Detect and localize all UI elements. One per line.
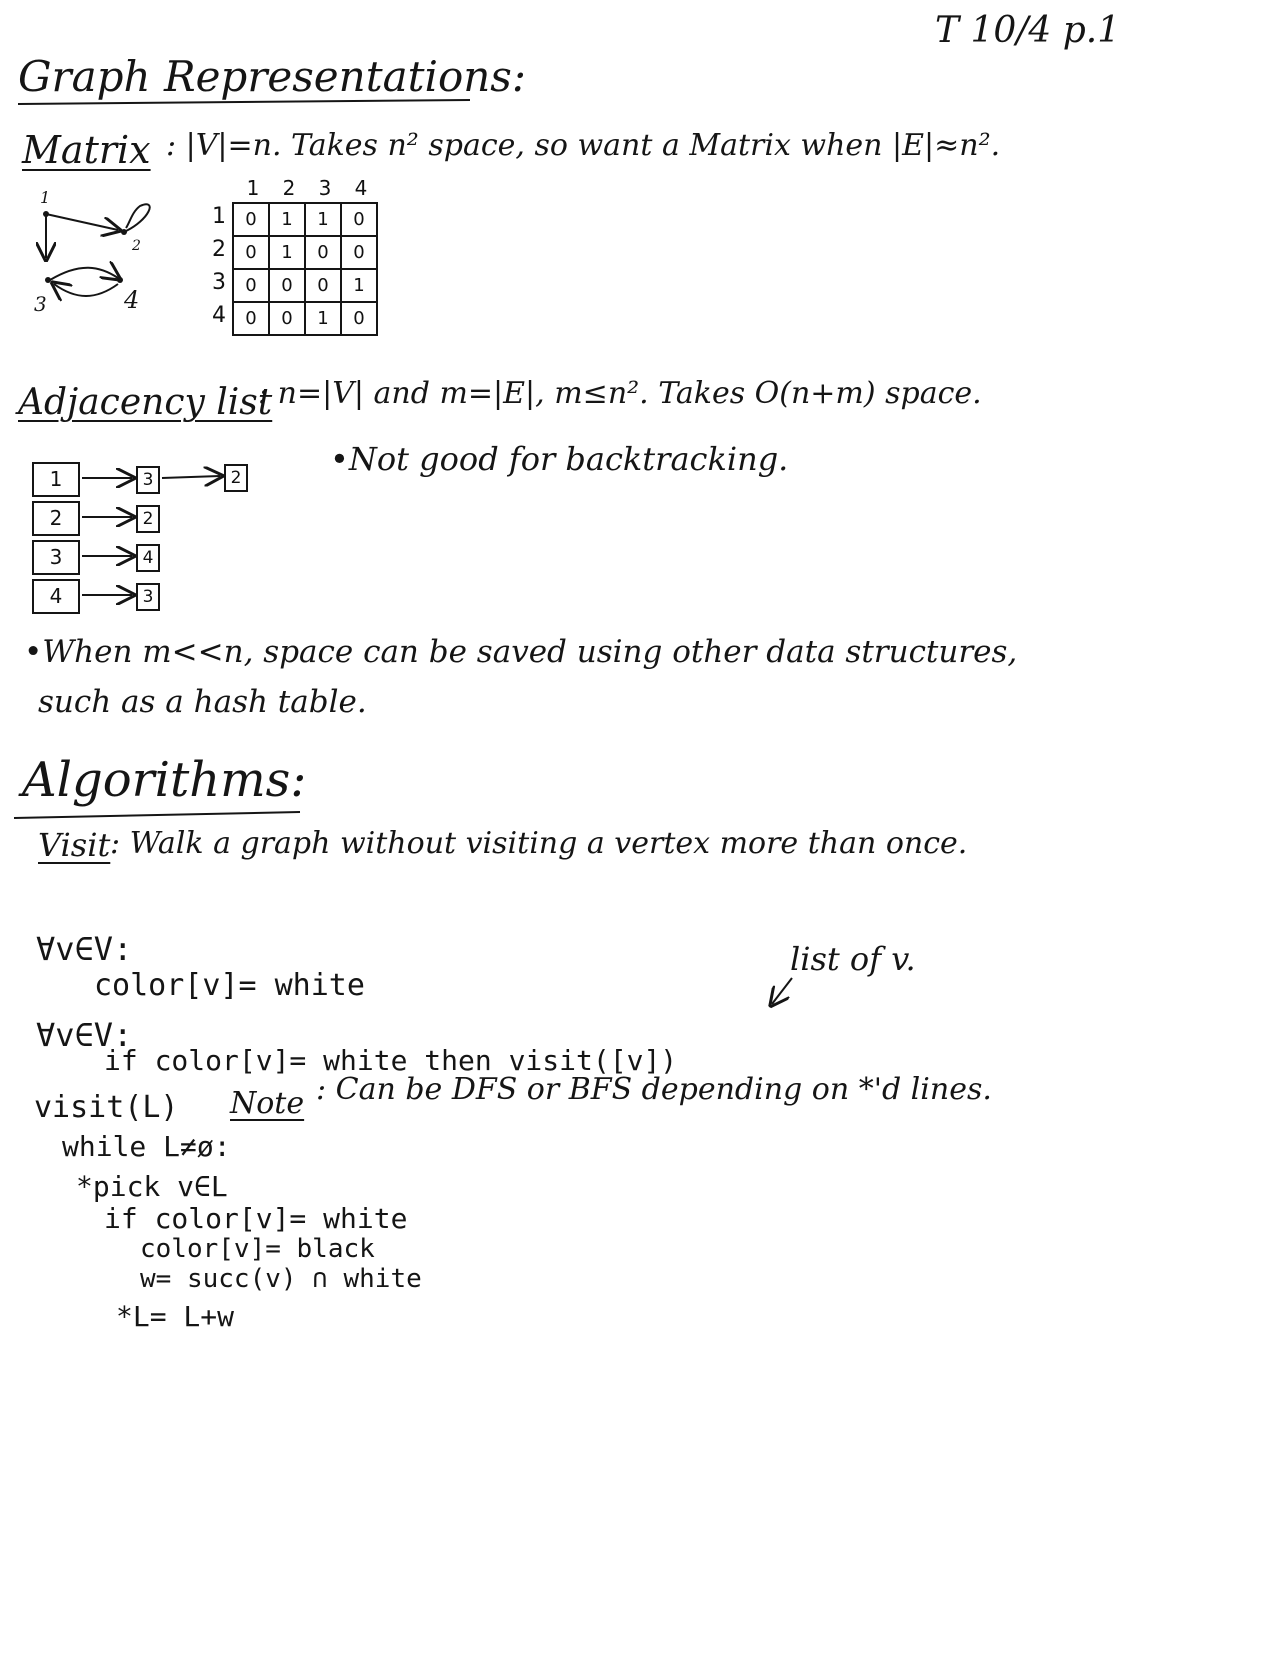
matrix-row-header: 4 (212, 303, 226, 328)
code-line: visit(L) (34, 1090, 179, 1125)
adjacency-list-head: 4 (32, 579, 80, 614)
adjacency-list-head: 1 (32, 462, 80, 497)
code-line: while L≠ø: (62, 1130, 231, 1163)
code-line: color[v]= black (140, 1234, 375, 1264)
list-annotation: list of v. (790, 940, 916, 978)
code-line: ∀v∈V: (36, 1016, 133, 1054)
matrix-cell: 0 (341, 203, 377, 236)
code-line: if color[v]= white (104, 1202, 408, 1235)
graph-label: 3 (34, 292, 47, 316)
matrix-cell: 0 (341, 302, 377, 335)
adjacency-list-node: 4 (136, 544, 160, 572)
matrix-cell: 0 (233, 203, 269, 236)
note-label: Note (230, 1086, 305, 1121)
matrix-cell: 0 (233, 302, 269, 335)
matrix-cell: 0 (269, 302, 305, 335)
matrix-col-header: 3 (318, 176, 332, 200)
graph-label: 1 (40, 188, 51, 207)
page-header: T 10/4 p.1 (935, 10, 1121, 51)
code-line: color[v]= white (94, 968, 365, 1003)
matrix-cell: 0 (269, 269, 305, 302)
adjacency-description: : n=|V| and m=|E|, m≤n². Takes O(n+m) space. (258, 376, 982, 411)
matrix-col-header: 4 (354, 176, 368, 200)
visit-label: Visit (38, 826, 111, 864)
matrix-col-header: 1 (246, 176, 260, 200)
code-line: ∀v∈V: (36, 930, 133, 968)
matrix-cell: 0 (341, 236, 377, 269)
code-line: *pick v∈L (76, 1170, 228, 1203)
matrix-cell: 0 (305, 236, 341, 269)
adjacency-list-node: 2 (136, 505, 160, 533)
matrix-cell: 0 (233, 269, 269, 302)
adjacency-list-node: 2 (224, 464, 248, 492)
note-text: : Can be DFS or BFS depending on *'d lines. (316, 1072, 992, 1107)
page-title: Graph Representations: (18, 52, 526, 101)
matrix-row-header: 1 (212, 204, 226, 229)
graph-label: 4 (124, 286, 140, 314)
matrix-cell: 1 (305, 203, 341, 236)
matrix-row-header: 2 (212, 237, 226, 262)
code-line: w= succ(v) ∩ white (140, 1264, 422, 1294)
matrix-heading: Matrix (22, 128, 151, 172)
space-saving-note-line2: such as a hash table. (38, 684, 367, 720)
visit-description: : Walk a graph without visiting a vertex more than once. (110, 826, 968, 861)
code-line: if color[v]= white then visit([v]) (104, 1044, 678, 1077)
adjacency-list-head: 3 (32, 540, 80, 575)
matrix-cell: 0 (305, 269, 341, 302)
graph-label: 2 (132, 238, 141, 254)
matrix-col-header: 2 (282, 176, 296, 200)
adjacency-list-node: 3 (136, 466, 160, 494)
adjacency-list-head: 2 (32, 501, 80, 536)
matrix-cell: 1 (269, 236, 305, 269)
algorithms-heading: Algorithms: (22, 752, 307, 808)
matrix-description: : |V|=n. Takes n² space, so want a Matrix when |E|≈n². (166, 128, 1001, 163)
matrix-cell: 1 (341, 269, 377, 302)
code-line: *L= L+w (116, 1300, 235, 1333)
matrix-cell: 1 (305, 302, 341, 335)
matrix-row-header: 3 (212, 270, 226, 295)
adjacency-note: •Not good for backtracking. (330, 440, 789, 478)
matrix-cell: 1 (269, 203, 305, 236)
matrix-cell: 0 (233, 236, 269, 269)
adjacency-heading: Adjacency list (18, 382, 273, 423)
space-saving-note-line1: •When m<<n, space can be saved using other data structures, (24, 634, 1018, 670)
adjacency-list-node: 3 (136, 583, 160, 611)
